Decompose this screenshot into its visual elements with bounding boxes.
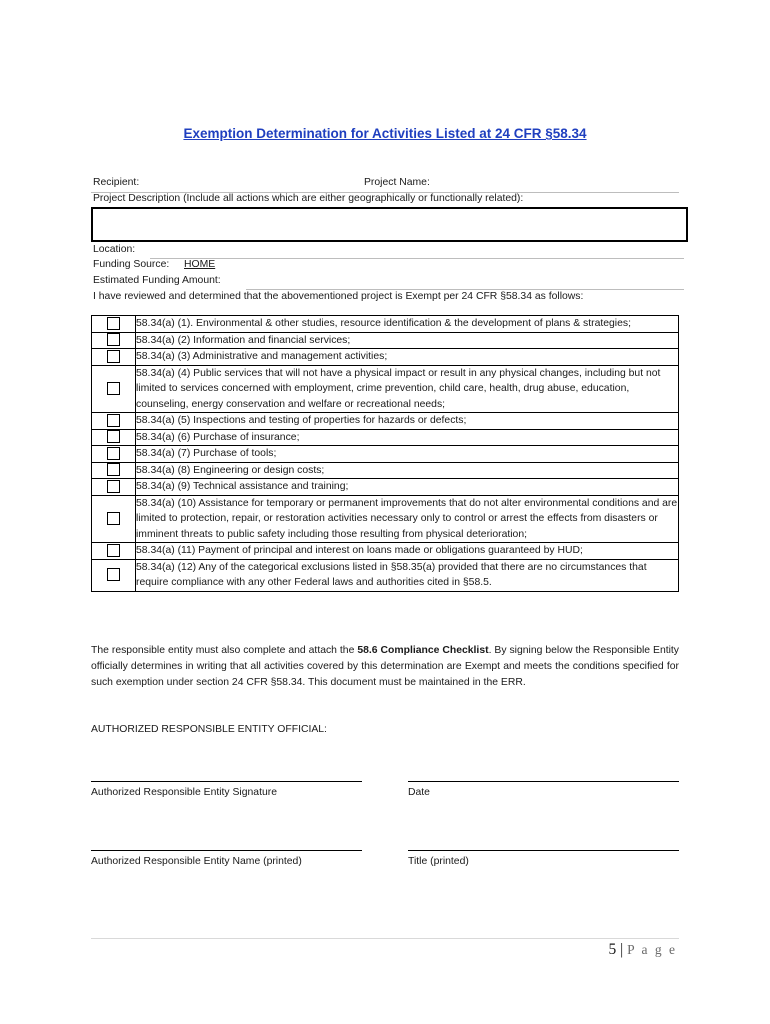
exemption-checklist: [91, 315, 679, 592]
checklist-row: [92, 413, 679, 430]
location-field[interactable]: [150, 258, 684, 259]
checkbox-58-34-a12[interactable]: [107, 568, 120, 581]
checklist-item-text: 58.34(a) (8) Engineering or design costs;: [136, 462, 679, 479]
checkbox-58-34-a8[interactable]: [107, 463, 120, 476]
checkbox-58-34-a10[interactable]: [107, 512, 120, 525]
project-description-label: Project Description (Include all actions which are either geographically or functionally related):: [93, 193, 524, 204]
checkbox-58-34-a5[interactable]: [107, 414, 120, 427]
printed-title-label: Title (printed): [408, 856, 469, 867]
page-number: [609, 941, 677, 959]
project-description-field[interactable]: [91, 207, 688, 242]
checkbox-58-34-a4[interactable]: [107, 382, 120, 395]
checkbox-58-34-a2[interactable]: [107, 333, 120, 346]
date-label: Date: [408, 787, 430, 798]
checklist-item-text: 58.34(a) (9) Technical assistance and training;: [136, 479, 679, 496]
signature-label: Authorized Responsible Entity Signature: [91, 787, 277, 798]
checklist-item-text: 58.34(a) (7) Purchase of tools;: [136, 446, 679, 463]
printed-name-line[interactable]: [91, 850, 362, 851]
compliance-checklist-reference: 58.6 Compliance Checklist: [357, 645, 489, 656]
project-name-label: Project Name:: [364, 177, 430, 188]
checkbox-58-34-a7[interactable]: [107, 447, 120, 460]
checklist-item-text: 58.34(a) (2) Information and financial services;: [136, 332, 679, 349]
checkbox-58-34-a3[interactable]: [107, 350, 120, 363]
checklist-item-text: 58.34(a) (4) Public services that will not have a physical impact or result in any physical changes, including but not limited to services concerned with employment, crime prevention, child care, health, drug abuse, education, counseling, energy conservation and welfare or recreational needs;: [136, 365, 679, 413]
checklist-row: [92, 316, 679, 333]
page-separator: |: [616, 941, 628, 958]
checklist-row: [92, 559, 679, 591]
checkbox-58-34-a6[interactable]: [107, 430, 120, 443]
page-word: P a g e: [627, 942, 677, 957]
compliance-paragraph: [91, 643, 679, 691]
checklist-item-text: 58.34(a) (5) Inspections and testing of properties for hazards or defects;: [136, 413, 679, 430]
checkbox-58-34-a9[interactable]: [107, 480, 120, 493]
checklist-row: [92, 543, 679, 560]
printed-name-label: Authorized Responsible Entity Name (printed): [91, 856, 302, 867]
funding-source-label: Funding Source:: [93, 259, 170, 270]
official-heading: AUTHORIZED RESPONSIBLE ENTITY OFFICIAL:: [91, 724, 327, 735]
checklist-row: [92, 332, 679, 349]
checklist-row: [92, 365, 679, 413]
estimated-funding-label: Estimated Funding Amount:: [93, 275, 221, 286]
checklist-row: [92, 462, 679, 479]
funding-source-value: HOME: [184, 259, 216, 270]
checklist-item-text: 58.34(a) (11) Payment of principal and interest on loans made or obligations guaranteed by HUD;: [136, 543, 679, 560]
compliance-text-after: . By signing below the Responsible Entity officially determines in writing that all activities covered by this determination are Exempt and meets the conditions specified for such exemption under section 24 CFR §58.34. This document must be maintained in the ERR.: [91, 645, 680, 688]
checklist-item-text: 58.34(a) (10) Assistance for temporary or permanent improvements that do not alter environmental conditions and are limited to protection, repair, or restoration activities necessary only to control or arrest the effects from disasters or imminent threats to public safety including those resulting from physical deterioration;: [136, 495, 679, 543]
checkbox-58-34-a1[interactable]: [107, 317, 120, 330]
checklist-row: [92, 495, 679, 543]
checklist-item-text: 58.34(a) (12) Any of the categorical exclusions listed in §58.35(a) provided that there are no circumstances that require compliance with any other Federal laws and authorities cited in §58.5.: [136, 559, 679, 591]
footer-rule: [91, 938, 679, 939]
review-statement: I have reviewed and determined that the abovementioned project is Exempt per 24 CFR §58.34 as follows:: [93, 291, 584, 302]
compliance-text-before: The responsible entity must also complete and attach the: [91, 645, 358, 656]
checklist-row: [92, 429, 679, 446]
checklist-item-text: 58.34(a) (6) Purchase of insurance;: [136, 429, 679, 446]
date-line[interactable]: [408, 781, 679, 782]
page-number-value: 5: [608, 941, 617, 958]
document-title: Exemption Determination for Activities Listed at 24 CFR §58.34: [183, 126, 587, 141]
checklist-row: [92, 479, 679, 496]
checklist-row: [92, 446, 679, 463]
checkbox-58-34-a11[interactable]: [107, 544, 120, 557]
signature-line[interactable]: [91, 781, 362, 782]
recipient-label: Recipient:: [93, 177, 140, 188]
printed-title-line[interactable]: [408, 850, 679, 851]
checklist-item-text: 58.34(a) (1). Environmental & other studies, resource identification & the development of plans & strategies;: [136, 316, 679, 333]
checklist-row: [92, 349, 679, 366]
location-label: Location:: [93, 244, 136, 255]
checklist-item-text: 58.34(a) (3) Administrative and management activities;: [136, 349, 679, 366]
